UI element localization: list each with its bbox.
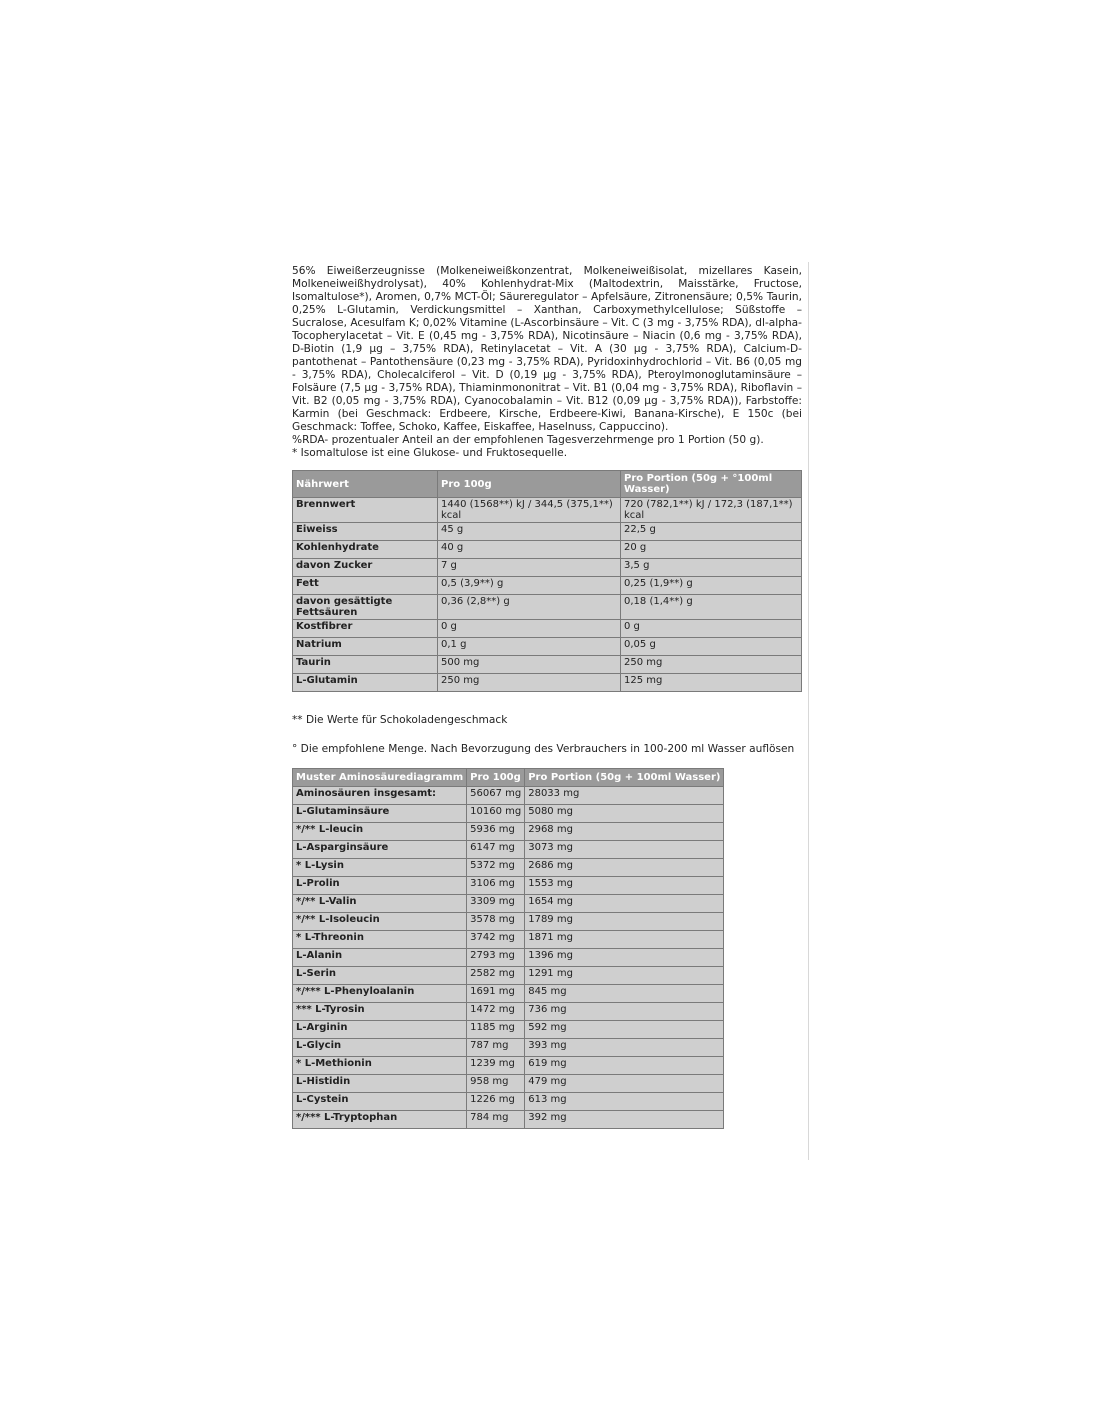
recommended-amount-note: ° Die empfohlene Menge. Nach Bevorzugung des Verbrauchers in 100-200 ml Wasser auflösen <box>292 743 795 755</box>
value-per-portion: 0,05 g <box>621 638 801 655</box>
row-label: L-Glycin <box>293 1039 466 1056</box>
amino-header-name: Muster Aminosäurediagramm <box>293 769 466 786</box>
amino-row <box>293 1093 723 1110</box>
value-per-100g: 1185 mg <box>467 1021 524 1038</box>
value-per-portion: 2968 mg <box>525 823 723 840</box>
row-label: Brennwert <box>293 498 437 522</box>
nutrition-row <box>293 674 801 691</box>
value-per-100g: 3578 mg <box>467 913 524 930</box>
value-per-100g: 784 mg <box>467 1111 524 1128</box>
row-label: * L-Methionin <box>293 1057 466 1074</box>
value-per-100g: 5936 mg <box>467 823 524 840</box>
row-label: L-Glutaminsäure <box>293 805 466 822</box>
value-per-100g: 1691 mg <box>467 985 524 1002</box>
amino-row <box>293 805 723 822</box>
nutrition-row <box>293 656 801 673</box>
value-per-portion: 1553 mg <box>525 877 723 894</box>
value-per-portion: 736 mg <box>525 1003 723 1020</box>
value-per-100g: 56067 mg <box>467 787 524 804</box>
amino-acid-table <box>292 768 724 1129</box>
value-per-portion: 0,25 (1,9**) g <box>621 577 801 594</box>
amino-row <box>293 877 723 894</box>
row-label: L-Cystein <box>293 1093 466 1110</box>
nutrition-header-per-portion: Pro Portion (50g + °100ml Wasser) <box>621 471 801 497</box>
row-label: Eiweiss <box>293 523 437 540</box>
value-per-portion: 0 g <box>621 620 801 637</box>
row-label: *** L-Tyrosin <box>293 1003 466 1020</box>
row-label: */** L-leucin <box>293 823 466 840</box>
value-per-100g: 500 mg <box>438 656 620 673</box>
row-label: */*** L-Tryptophan <box>293 1111 466 1128</box>
amino-row <box>293 1021 723 1038</box>
value-per-portion: 720 (782,1**) kJ / 172,3 (187,1**) kcal <box>621 498 801 522</box>
value-per-portion: 613 mg <box>525 1093 723 1110</box>
value-per-portion: 845 mg <box>525 985 723 1002</box>
amino-header-per100g: Pro 100g <box>467 769 524 786</box>
value-per-100g: 1440 (1568**) kJ / 344,5 (375,1**) kcal <box>438 498 620 522</box>
value-per-portion: 2686 mg <box>525 859 723 876</box>
value-per-portion: 393 mg <box>525 1039 723 1056</box>
row-label: L-Glutamin <box>293 674 437 691</box>
value-per-100g: 250 mg <box>438 674 620 691</box>
row-label: */*** L-Phenyloalanin <box>293 985 466 1002</box>
value-per-100g: 2793 mg <box>467 949 524 966</box>
nutrition-header-nutrient: Nährwert <box>293 471 437 497</box>
nutrition-row <box>293 620 801 637</box>
value-per-100g: 5372 mg <box>467 859 524 876</box>
value-per-100g: 3309 mg <box>467 895 524 912</box>
row-label: davon Zucker <box>293 559 437 576</box>
amino-row <box>293 985 723 1002</box>
amino-row <box>293 967 723 984</box>
value-per-portion: 392 mg <box>525 1111 723 1128</box>
value-per-100g: 0,36 (2,8**) g <box>438 595 620 619</box>
nutrition-row <box>293 595 801 619</box>
amino-row <box>293 1039 723 1056</box>
nutrition-row <box>293 559 801 576</box>
amino-row <box>293 1075 723 1092</box>
amino-row <box>293 1111 723 1128</box>
value-per-100g: 6147 mg <box>467 841 524 858</box>
nutrition-row <box>293 523 801 540</box>
isomaltulose-note: * Isomaltulose ist eine Glukose- und Fruktosequelle. <box>292 447 568 459</box>
row-label: * L-Threonin <box>293 931 466 948</box>
row-label: L-Prolin <box>293 877 466 894</box>
row-label: Aminosäuren insgesamt: <box>293 787 466 804</box>
value-per-portion: 250 mg <box>621 656 801 673</box>
value-per-portion: 20 g <box>621 541 801 558</box>
row-label: Kohlenhydrate <box>293 541 437 558</box>
value-per-100g: 2582 mg <box>467 967 524 984</box>
amino-row <box>293 1003 723 1020</box>
amino-row <box>293 823 723 840</box>
value-per-portion: 1291 mg <box>525 967 723 984</box>
value-per-portion: 22,5 g <box>621 523 801 540</box>
amino-row <box>293 787 723 804</box>
amino-header-row <box>293 769 723 786</box>
ingredients-text: 56% Eiweißerzeugnisse (Molkeneiweißkonzentrat, Molkeneiweißisolat, mizellares Kasein, Molkeneiweißhydrolysat), 40% Kohlenhydrat-Mix (Maltodextrin, Maisstärke, Fructose, Isomaltulose*), Aromen, 0,7% MCT-Öl; Säureregulator – Apfelsäure, Zitronensäure; 0,5% Taurin, 0,25% L-Glutamin, Verdickungsmittel – Xanthan, Carboxymethylcellulose; Süßstoffe – Sucralose, Acesulfam K; 0,02% Vitamine (L-Ascorbinsäure – Vit. C (3 mg - 3,75% RDA), dl-alpha-Tocopherylacetat – Vit. E (0,45 mg - 3,75% RDA), Nicotinsäure – Niacin (0,6 mg - 3,75% RDA), D-Biotin (1,9 µg – 3,75% RDA), Retinylacetat – Vit. A (30 µg - 3,75% RDA), Calcium-D-pantothenat – Pantothensäure (0,23 mg - 3,75% RDA), Pyridoxinhydrochlorid – Vit. B6 (0,05 mg - 3,75% RDA), Cholecalciferol – Vit. D (0,19 µg - 3,75% RDA), Pteroylmonoglutaminsäure – Folsäure (7,5 µg - 3,75% RDA), Thiaminmononitrat – Vit. B1 (0,04 mg - 3,75% RDA), Riboflavin – Vit. B2 (0,05 mg - 3,75% RDA), Cyanocobalamin – Vit. B12 (0,09 µg - 3,75% RDA)), Farbstoffe: Karmin (bei Geschmack: Erdbeere, Kirsche, Erdbeere-Kiwi, Banana-Kirsche), E 150c (bei Geschmack: Toffee, Schoko, Kaffee, Eiskaffee, Haselnuss, Cappuccino). <box>292 265 802 433</box>
value-per-100g: 1239 mg <box>467 1057 524 1074</box>
amino-row <box>293 841 723 858</box>
row-label: L-Alanin <box>293 949 466 966</box>
value-per-100g: 0,5 (3,9**) g <box>438 577 620 594</box>
row-label: */** L-Isoleucin <box>293 913 466 930</box>
value-per-portion: 125 mg <box>621 674 801 691</box>
row-label: davon gesättigte Fettsäuren <box>293 595 437 619</box>
value-per-100g: 45 g <box>438 523 620 540</box>
value-per-portion: 1789 mg <box>525 913 723 930</box>
value-per-portion: 0,18 (1,4**) g <box>621 595 801 619</box>
row-label: Natrium <box>293 638 437 655</box>
value-per-portion: 28033 mg <box>525 787 723 804</box>
value-per-portion: 1871 mg <box>525 931 723 948</box>
value-per-portion: 619 mg <box>525 1057 723 1074</box>
value-per-100g: 3742 mg <box>467 931 524 948</box>
value-per-100g: 958 mg <box>467 1075 524 1092</box>
row-label: Fett <box>293 577 437 594</box>
nutrition-header-per100g: Pro 100g <box>438 471 620 497</box>
nutrition-table <box>292 470 802 692</box>
row-label: L-Arginin <box>293 1021 466 1038</box>
amino-row <box>293 859 723 876</box>
value-per-portion: 1654 mg <box>525 895 723 912</box>
amino-row <box>293 1057 723 1074</box>
value-per-100g: 787 mg <box>467 1039 524 1056</box>
amino-row <box>293 949 723 966</box>
value-per-portion: 479 mg <box>525 1075 723 1092</box>
row-label: L-Serin <box>293 967 466 984</box>
nutrition-row <box>293 577 801 594</box>
value-per-portion: 5080 mg <box>525 805 723 822</box>
value-per-100g: 1472 mg <box>467 1003 524 1020</box>
value-per-portion: 3,5 g <box>621 559 801 576</box>
value-per-portion: 1396 mg <box>525 949 723 966</box>
nutrition-row <box>293 498 801 522</box>
chocolate-note: ** Die Werte für Schokoladengeschmack <box>292 714 508 726</box>
amino-row <box>293 913 723 930</box>
value-per-100g: 0,1 g <box>438 638 620 655</box>
amino-row <box>293 931 723 948</box>
value-per-100g: 10160 mg <box>467 805 524 822</box>
product-description <box>292 265 802 1129</box>
value-per-portion: 592 mg <box>525 1021 723 1038</box>
rda-note: %RDA- prozentualer Anteil an der empfohlenen Tagesverzehrmenge pro 1 Portion (50 g). <box>292 434 764 446</box>
content-divider-line <box>808 262 809 1160</box>
nutrition-row <box>293 638 801 655</box>
nutrition-row <box>293 541 801 558</box>
row-label: */** L-Valin <box>293 895 466 912</box>
value-per-100g: 1226 mg <box>467 1093 524 1110</box>
row-label: L-Asparginsäure <box>293 841 466 858</box>
row-label: L-Histidin <box>293 1075 466 1092</box>
row-label: Taurin <box>293 656 437 673</box>
nutrition-header-row <box>293 471 801 497</box>
amino-header-per-portion: Pro Portion (50g + 100ml Wasser) <box>525 769 723 786</box>
value-per-100g: 0 g <box>438 620 620 637</box>
amino-row <box>293 895 723 912</box>
value-per-100g: 3106 mg <box>467 877 524 894</box>
value-per-100g: 40 g <box>438 541 620 558</box>
row-label: * L-Lysin <box>293 859 466 876</box>
value-per-portion: 3073 mg <box>525 841 723 858</box>
row-label: Kostfibrer <box>293 620 437 637</box>
value-per-100g: 7 g <box>438 559 620 576</box>
